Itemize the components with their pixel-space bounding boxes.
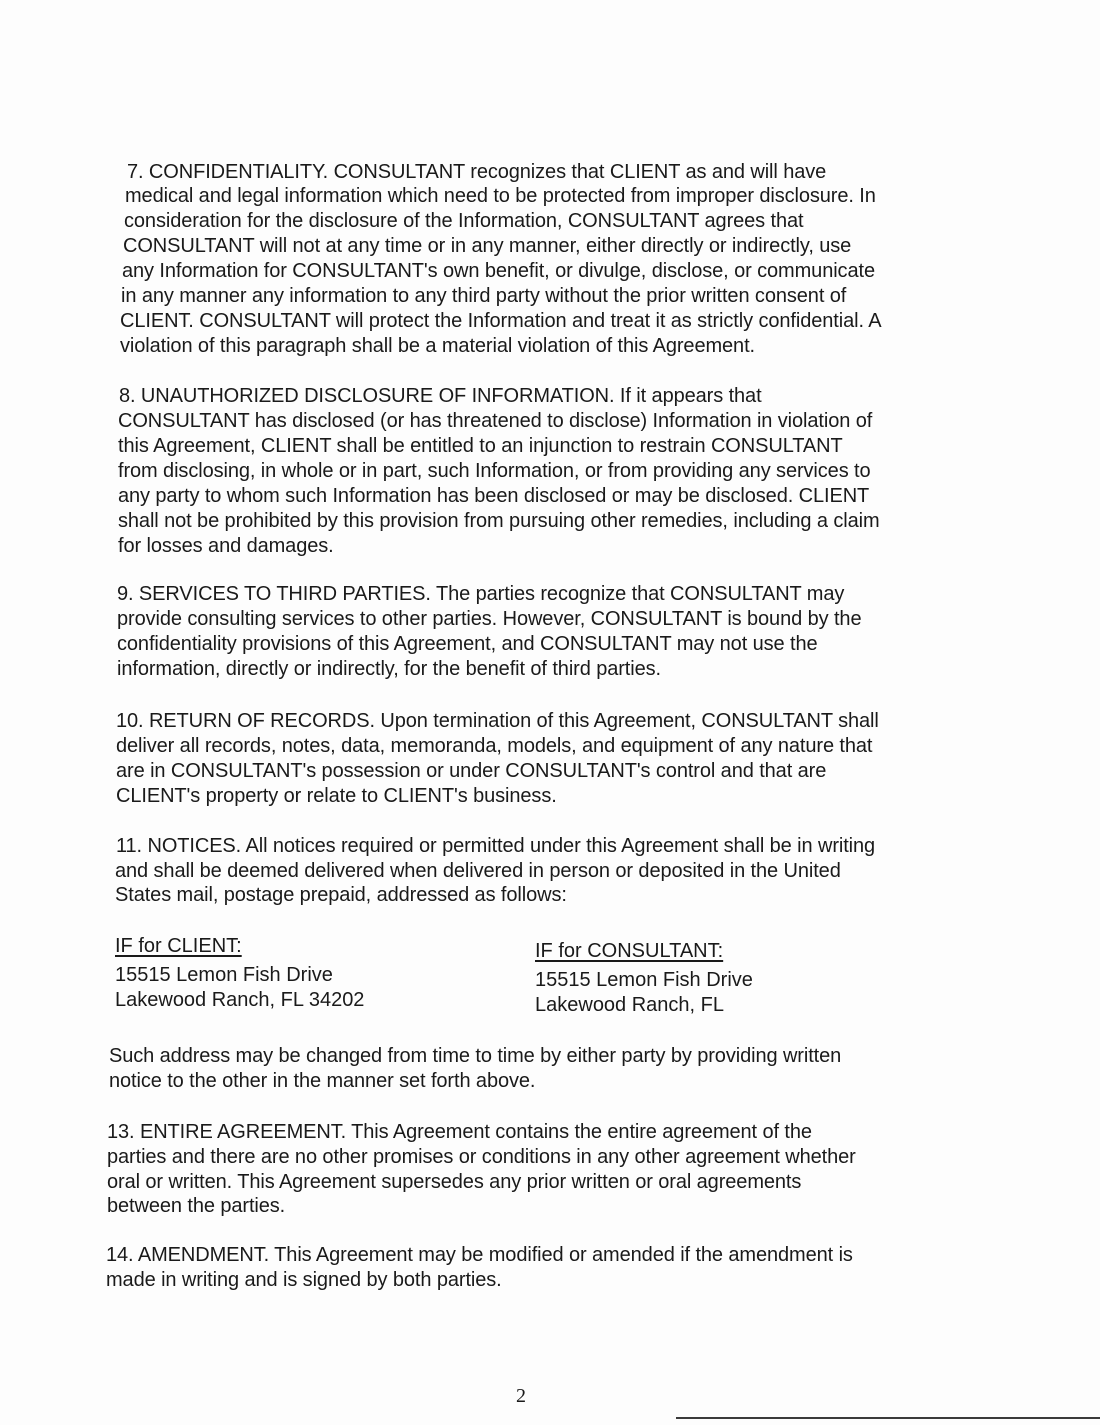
text-line: CONSULTANT will not at any time or in any manner, either directly or indirectly, use xyxy=(123,235,852,257)
text-line: medical and legal information which need to be protected from improper disclosure. In xyxy=(125,185,876,207)
bottom-edge-rule xyxy=(676,1417,1100,1419)
text-line: any party to whom such Information has been disclosed or may be disclosed. CLIENT xyxy=(118,485,870,507)
text-line: any Information for CONSULTANT's own benefit, or divulge, disclose, or communicate xyxy=(122,260,875,282)
consultant-address-line: Lakewood Ranch, FL xyxy=(535,994,725,1016)
text-line: 11. NOTICES. All notices required or permitted under this Agreement shall be in writing xyxy=(116,835,876,857)
text-line: this Agreement, CLIENT shall be entitled to an injunction to restrain CONSULTANT xyxy=(118,435,843,457)
text-line: Such address may be changed from time to time by either party by providing written xyxy=(109,1045,842,1067)
text-line: are in CONSULTANT's possession or under CONSULTANT's control and that are xyxy=(116,760,827,782)
text-line: notice to the other in the manner set forth above. xyxy=(109,1070,536,1092)
text-line: parties and there are no other promises or conditions in any other agreement whether xyxy=(107,1146,856,1168)
text-line: provide consulting services to other parties. However, CONSULTANT is bound by the xyxy=(117,608,862,630)
text-line: oral or written. This Agreement supersedes any prior written or oral agreements xyxy=(107,1171,802,1193)
text-line: 13. ENTIRE AGREEMENT. This Agreement contains the entire agreement of the xyxy=(107,1121,812,1143)
client-address-line: 15515 Lemon Fish Drive xyxy=(115,964,333,986)
text-line: States mail, postage prepaid, addressed as follows: xyxy=(115,884,567,906)
text-line: CLIENT's property or relate to CLIENT's business. xyxy=(116,785,557,807)
client-address-heading: IF for CLIENT: xyxy=(115,935,242,957)
text-line: violation of this paragraph shall be a material violation of this Agreement. xyxy=(120,335,755,357)
text-line: 10. RETURN OF RECORDS. Upon termination of this Agreement, CONSULTANT shall xyxy=(116,710,879,732)
text-line: 7. CONFIDENTIALITY. CONSULTANT recognizes that CLIENT as and will have xyxy=(127,161,827,183)
text-line: from disclosing, in whole or in part, such Information, or from providing any services to xyxy=(118,460,871,482)
text-line: 14. AMENDMENT. This Agreement may be modified or amended if the amendment is xyxy=(106,1244,853,1266)
page-number: 2 xyxy=(516,1385,526,1407)
consultant-address-line: 15515 Lemon Fish Drive xyxy=(535,969,753,991)
text-line: confidentiality provisions of this Agreement, and CONSULTANT may not use the xyxy=(117,633,818,655)
text-line: for losses and damages. xyxy=(118,535,334,557)
text-line: consideration for the disclosure of the Information, CONSULTANT agrees that xyxy=(124,210,804,232)
text-line: in any manner any information to any third party without the prior written consent of xyxy=(121,285,847,307)
text-line: CLIENT. CONSULTANT will protect the Information and treat it as strictly confidential. A xyxy=(120,310,882,332)
text-line: and shall be deemed delivered when delivered in person or deposited in the United xyxy=(115,860,841,882)
text-line: CONSULTANT has disclosed (or has threatened to disclose) Information in violation of xyxy=(118,410,873,432)
text-line: between the parties. xyxy=(107,1195,286,1217)
text-line: 8. UNAUTHORIZED DISCLOSURE OF INFORMATION. If it appears that xyxy=(119,385,762,407)
client-address-line: Lakewood Ranch, FL 34202 xyxy=(115,989,365,1011)
text-line: made in writing and is signed by both parties. xyxy=(106,1269,502,1291)
text-line: deliver all records, notes, data, memoranda, models, and equipment of any nature that xyxy=(116,735,873,757)
text-line: 9. SERVICES TO THIRD PARTIES. The parties recognize that CONSULTANT may xyxy=(117,583,845,605)
consultant-address-heading: IF for CONSULTANT: xyxy=(535,940,724,962)
text-line: information, directly or indirectly, for the benefit of third parties. xyxy=(117,658,661,680)
text-line: shall not be prohibited by this provision from pursuing other remedies, including a claim xyxy=(118,510,880,532)
